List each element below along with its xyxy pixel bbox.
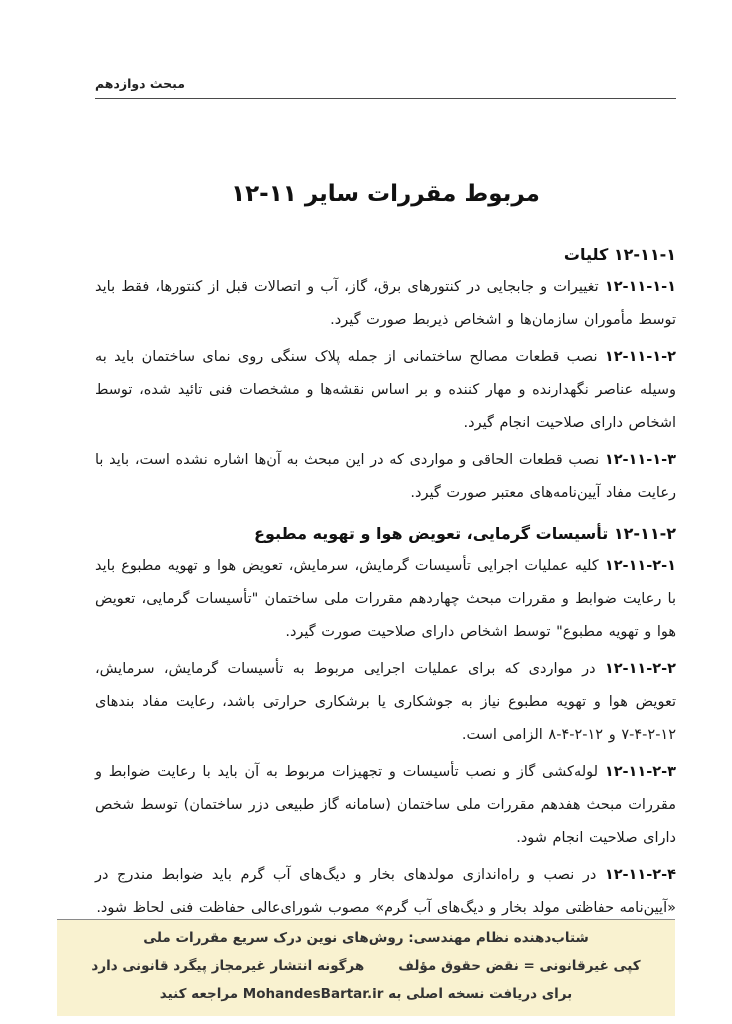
clause-text: در نصب و راه‌اندازی مولدهای بخار و دیگ‌های آب گرم باید ضوابط مندرج در «آیین‌نامه حفاظتی مولد بخار و دیگ‌های آب گرم» مصوب شورای‌عالی حفاظت فنی لحاظ شود. [95,867,676,916]
clause-paragraph [95,444,676,510]
chapter-name: مبحث دوازدهم [95,76,185,91]
clause-text: نصب قطعات مصالح ساختمانی از جمله پلاک سنگی روی نمای ساختمان باید به وسیله عناصر نگهدارنده و مهار کننده و بر اساس نقشه‌ها و مشخصات فنی تائید شده، توسط اشخاص دارای صلاحیت انجام گیرد. [95,349,676,431]
clause-paragraph [95,859,676,925]
clause-text: تغییرات و جابجایی در کنتورهای برق، گاز، آب و اتصالات قبل از کنتورها، فقط باید توسط مأموران سازمان‌ها و اشخاص ذیربط صورت گیرد. [95,279,676,328]
section-number: ۱۲-۱۱-۱ [613,245,676,264]
clause-paragraph [95,271,676,337]
title-text: سایر مقررات مربوط [304,181,540,207]
footer-copy-warning: کپی غیرقانونی = نقض حقوق مؤلف [398,958,641,974]
section-heading-1 [95,243,676,267]
clause-number: ۱۲-۱۱-۲-۱ [604,558,677,574]
footer-line-3 site-url: برای دریافت نسخه اصلی به MohandesBartar.ir مراجعه کنید [159,986,573,1002]
clause-paragraph [95,550,676,649]
clause-text: لوله‌کشی گاز و نصب تأسیسات و تجهیزات مربوط به آن باید با رعایت ضوابط و مقررات مبحث هفدهم مقررات ملی ساختمان (سامانه گاز طبیعی دزر ساختمان) توسط شخص دارای صلاحیت انجام شود. [95,764,676,846]
title-number: ۱۲-۱۱ [231,181,297,207]
section-title: تأسیسات گرمایی، تعویض هوا و تهویه مطبوع [254,524,609,543]
running-header [95,0,676,99]
clause-number: ۱۲-۱۱-۲-۲ [604,661,677,677]
footer-banner [57,919,675,1016]
section-title: کلیات [563,245,609,264]
clause-text: نصب قطعات الحاقی و مواردی که در این مبحث به آن‌ها اشاره نشده است، باید با رعایت مفاد آیین‌نامه‌های معتبر صورت گیرد. [95,452,676,501]
page-title [95,177,676,211]
clause-number: ۱۲-۱۱-۱-۱ [604,279,677,295]
clause-number: ۱۲-۱۱-۱-۲ [604,349,677,365]
clause-text: کلیه عملیات اجرایی تأسیسات گرمایش، سرمایش، تعویض هوا و تهویه مطبوع باید با رعایت ضوابط و مقررات مبحث چهاردهم مقررات ملی ساختمان "تأسیسات گرمایی، تعویض هوا و تهویه مطبوع" توسط اشخاص دارای صلاحیت صورت گیرد. [95,558,676,640]
footer-line-2 [63,952,669,980]
footer-line-1: شتاب‌دهنده نظام مهندسی: روش‌های نوین درک سریع مقررات ملی [143,930,589,946]
clause-number: ۱۲-۱۱-۲-۳ [604,764,676,780]
clause-paragraph [95,341,676,440]
clause-number: ۱۲-۱۱-۲-۴ [604,867,676,883]
footer-legal-warning: هرگونه انتشار غیرمجاز پیگرد قانونی دارد [91,958,365,974]
section-heading-2 [95,522,676,546]
section-number: ۱۲-۱۱-۲ [613,524,676,543]
clause-number: ۱۲-۱۱-۱-۳ [604,452,676,468]
clause-paragraph [95,756,676,855]
clause-paragraph [95,653,676,752]
clause-text: در مواردی که برای عملیات اجرایی مربوط به تأسیسات گرمایش، سرمایش، تعویض هوا و تهویه مطبوع نیاز به جوشکاری یا برشکاری حرارتی باشد، رعایت مفاد بندهای ۱۲-۲-۴-۷ و ۱۲-۲-۴-۸ الزامی است. [95,661,676,743]
